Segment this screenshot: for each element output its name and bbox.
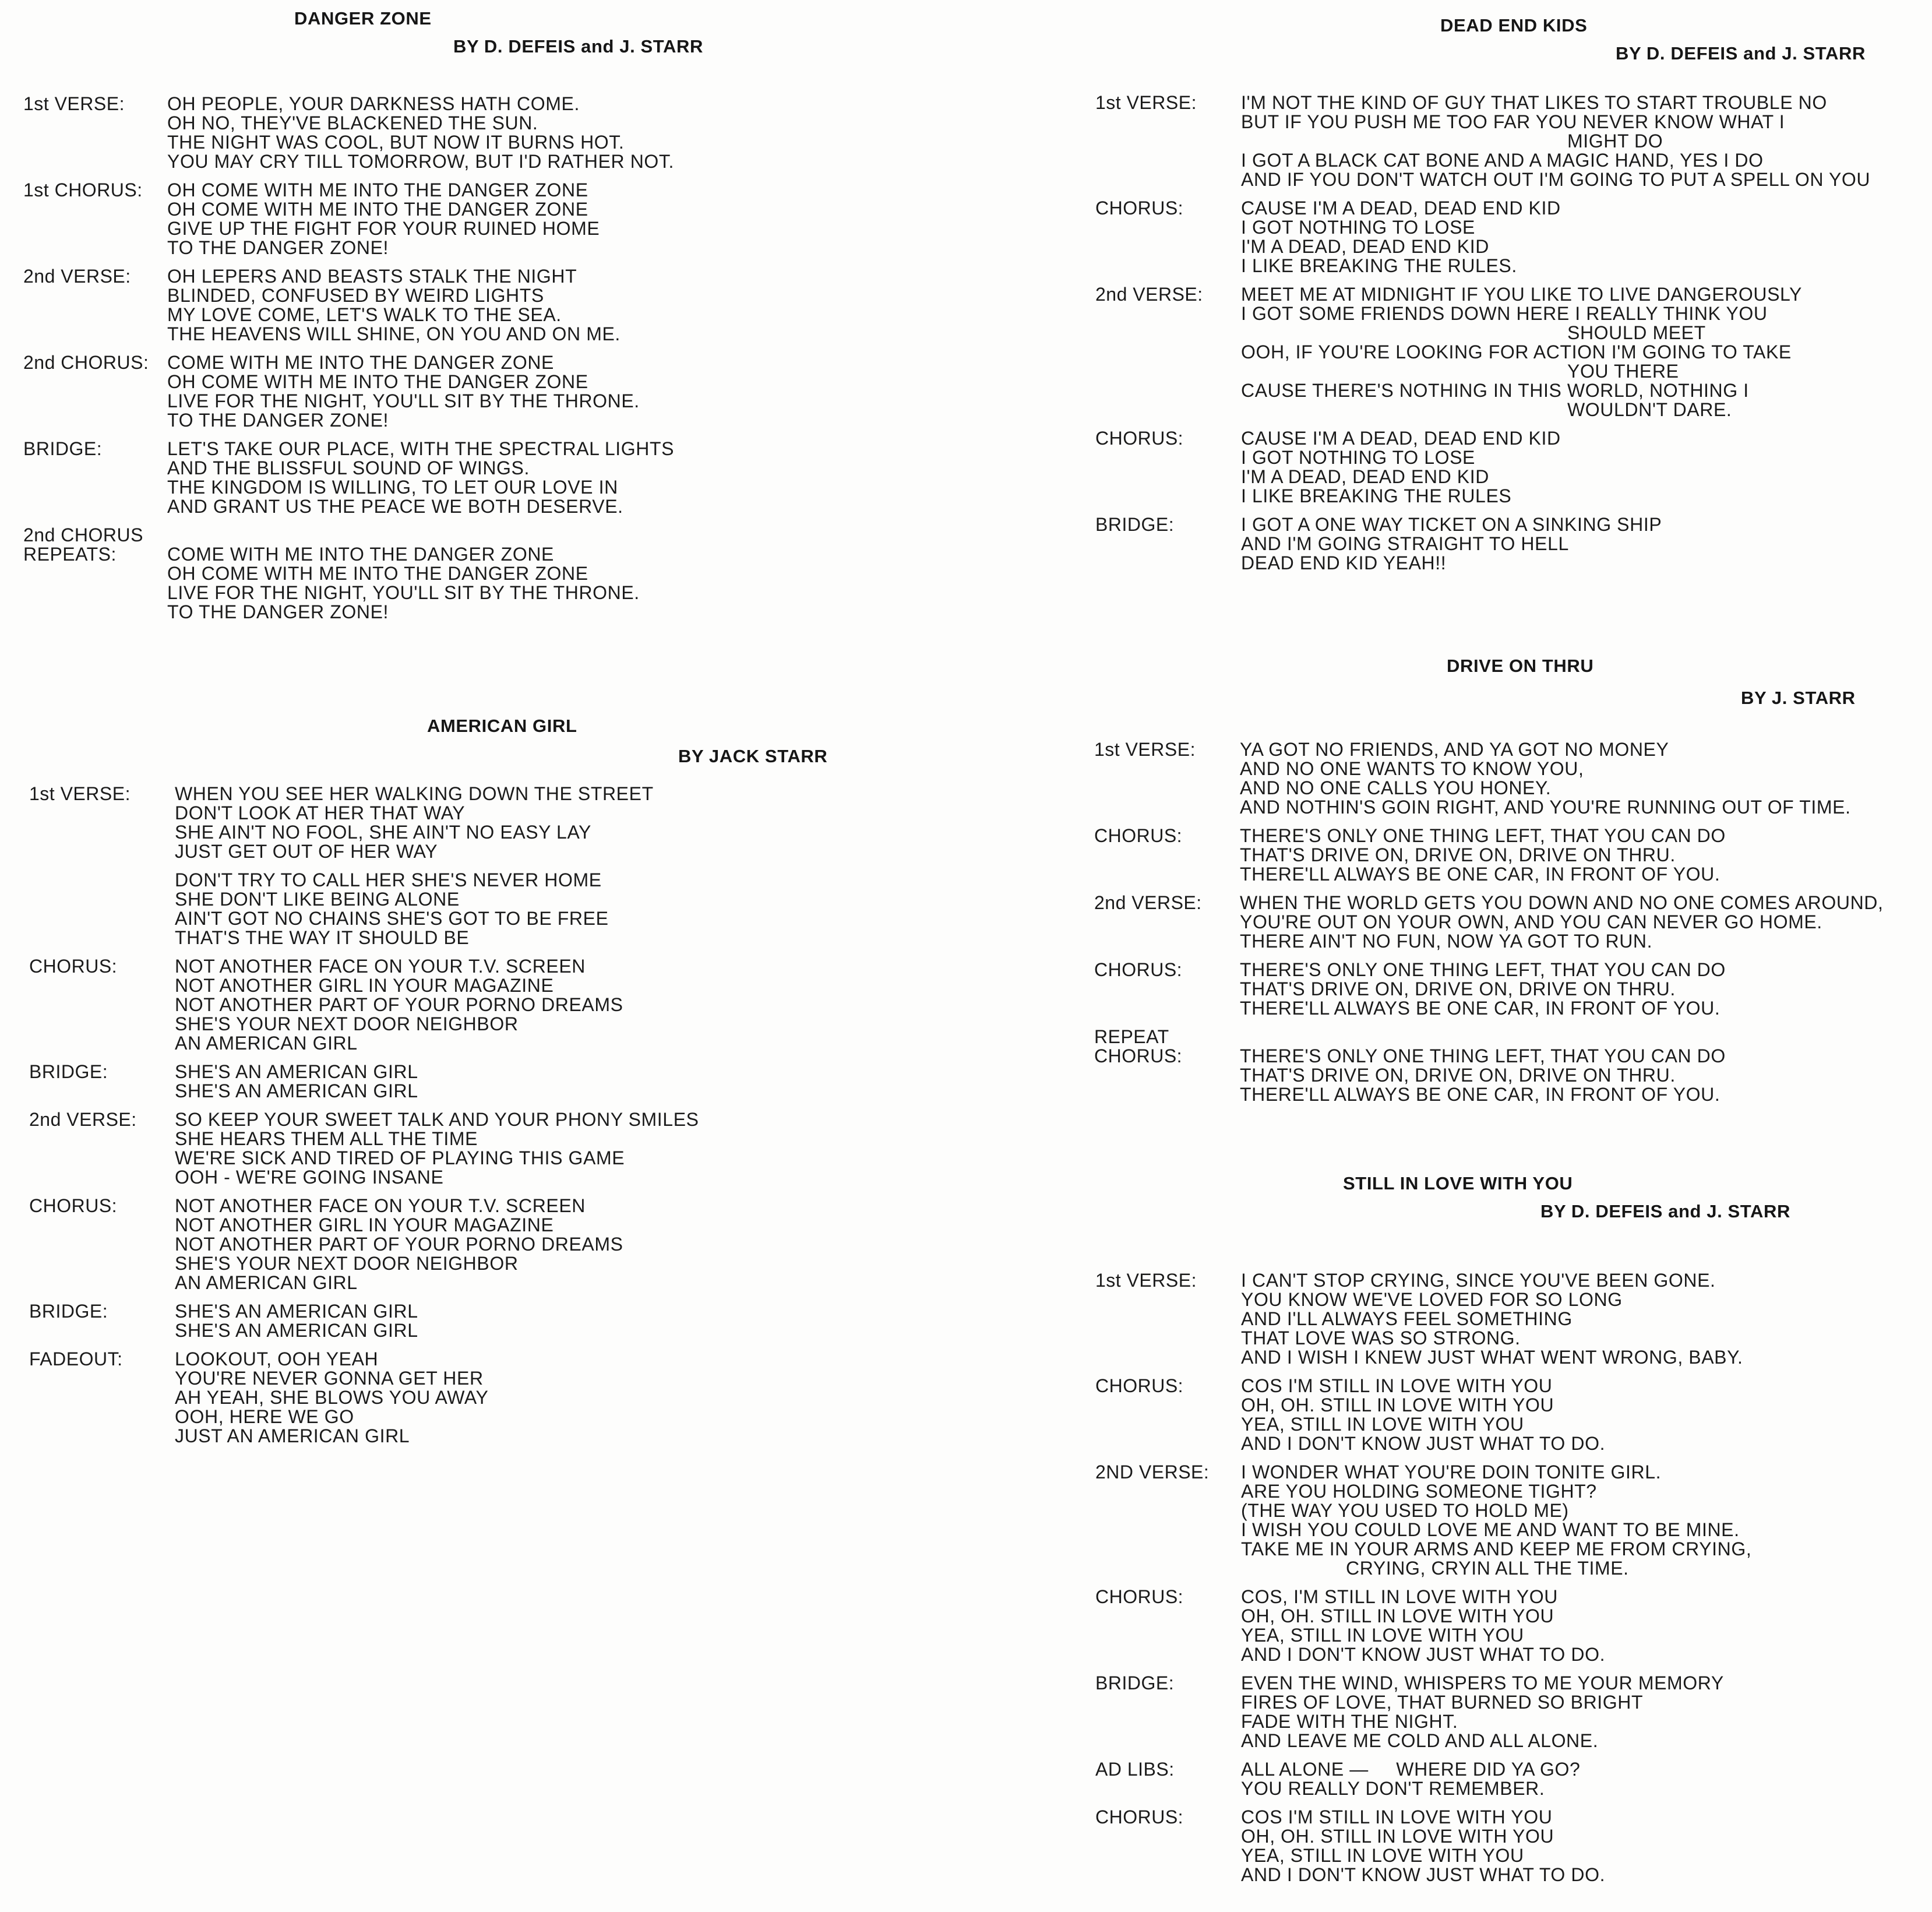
lyric-line: THAT'S DRIVE ON, DRIVE ON, DRIVE ON THRU. [1240,978,1676,999]
song-credit: BY D. DEFEIS and J. STARR [453,36,703,57]
section-lines [1241,1463,1751,1578]
lyric-line: SHE AIN'T NO FOOL, SHE AIN'T NO EASY LAY [175,822,591,843]
song-credit: BY J. STARR [1741,688,1856,708]
lyric-line: SHE'S AN AMERICAN GIRL [175,1080,418,1101]
section-lines [167,439,674,516]
section-label: 2nd CHORUS: [23,352,149,373]
lyric-line: THE HEAVENS WILL SHINE, ON YOU AND ON ME. [167,323,621,344]
lyric-line: TO THE DANGER ZONE! [167,410,389,431]
section-label: CHORUS: [29,956,118,977]
lyric-line: YOU KNOW WE'VE LOVED FOR SO LONG [1241,1289,1623,1310]
section-lines [1240,826,1726,884]
section-label: CHORUS: [1095,1375,1184,1396]
song-credit: BY JACK STARR [678,746,828,766]
section-lines [1241,93,1870,189]
song-title: DANGER ZONE [294,8,432,29]
lyric-line: SO KEEP YOUR SWEET TALK AND YOUR PHONY SMILES [175,1109,699,1130]
section-label: 2nd VERSE: [29,1109,137,1130]
lyric-line: YOU MAY CRY TILL TOMORROW, BUT I'D RATHER NOT. [167,151,675,172]
lyric-line: I'M A DEAD, DEAD END KID [1241,236,1489,257]
lyric-line: YEA, STILL IN LOVE WITH YOU [1241,1414,1524,1435]
lyric-line: NOT ANOTHER GIRL IN YOUR MAGAZINE [175,1214,554,1235]
lyric-line: AND NOTHIN'S GOIN RIGHT, AND YOU'RE RUNNING OUT OF TIME. [1240,797,1851,818]
section-label: CHORUS: [1094,825,1183,846]
lyric-line: MIGHT DO [1567,131,1663,152]
lyric-line: DON'T LOOK AT HER THAT WAY [175,802,466,823]
lyric-line: I'M A DEAD, DEAD END KID [1241,466,1489,487]
song-dead-end-kids [1084,0,1929,600]
lyric-line: THERE'LL ALWAYS BE ONE CAR, IN FRONT OF YOU. [1240,864,1721,885]
lyric-line: AN AMERICAN GIRL [175,1272,358,1293]
lyric-line: CAUSE I'M A DEAD, DEAD END KID [1241,198,1561,219]
lyric-line: YA GOT NO FRIENDS, AND YA GOT NO MONEY [1240,739,1669,760]
lyric-line: I LIKE BREAKING THE RULES [1241,485,1512,506]
section-label: CHORUS: [1095,428,1184,449]
lyric-line: THAT'S THE WAY IT SHOULD BE [175,927,470,948]
section-lines [1240,1047,1726,1104]
lyric-line: COME WITH ME INTO THE DANGER ZONE [167,352,554,373]
lyric-line: WE'RE SICK AND TIRED OF PLAYING THIS GAME [175,1147,625,1168]
lyric-line: I WONDER WHAT YOU'RE DOIN TONITE GIRL. [1241,1462,1662,1483]
lyric-line: AND IF YOU DON'T WATCH OUT I'M GOING TO PUT A SPELL ON YOU [1241,169,1871,190]
lyric-line: SHE'S YOUR NEXT DOOR NEIGHBOR [175,1013,519,1034]
lyric-line: TO THE DANGER ZONE! [167,601,389,622]
lyric-line: SHE'S AN AMERICAN GIRL [175,1301,418,1322]
section-lines [167,267,621,344]
song-title: STILL IN LOVE WITH YOU [1343,1173,1573,1193]
section-lines [167,94,674,171]
lyric-line: OH COME WITH ME INTO THE DANGER ZONE [167,371,588,392]
section-lines [167,353,640,430]
lyric-line: OOH, HERE WE GO [175,1406,354,1427]
lyric-line: I LIKE BREAKING THE RULES. [1241,255,1517,276]
lyric-line: DON'T TRY TO CALL HER SHE'S NEVER HOME [175,869,602,890]
section-label: FADEOUT: [29,1348,123,1369]
lyric-line: NOT ANOTHER FACE ON YOUR T.V. SCREEN [175,1195,586,1216]
section-label: CHORUS: [1095,198,1184,219]
lyric-line: AND I DON'T KNOW JUST WHAT TO DO. [1241,1864,1606,1885]
lyric-line: OH NO, THEY'VE BLACKENED THE SUN. [167,112,538,133]
section-lines [167,181,600,258]
song-credit: BY D. DEFEIS and J. STARR [1616,43,1866,64]
lyric-line: YEA, STILL IN LOVE WITH YOU [1241,1625,1524,1646]
lyric-line: AND I'M GOING STRAIGHT TO HELL [1241,533,1569,554]
lyric-line: OH, OH. STILL IN LOVE WITH YOU [1241,1395,1554,1415]
lyric-line: NOT ANOTHER GIRL IN YOUR MAGAZINE [175,975,554,996]
song-still-in-love-with-you [1084,1163,1929,1909]
lyric-line: JUST AN AMERICAN GIRL [175,1425,410,1446]
section-lines [1241,1587,1605,1664]
lyric-line: THERE'S ONLY ONE THING LEFT, THAT YOU CAN DO [1240,959,1726,980]
lyric-line: CRYING, CRYIN ALL THE TIME. [1346,1558,1629,1579]
lyric-line: OH, OH. STILL IN LOVE WITH YOU [1241,1605,1554,1626]
lyric-line: WHEN YOU SEE HER WALKING DOWN THE STREET [175,783,654,804]
section-label: BRIDGE: [29,1301,108,1322]
section-label: 1st VERSE: [1094,739,1196,760]
section-label: 1st VERSE: [23,93,125,114]
lyric-line: THERE'S ONLY ONE THING LEFT, THAT YOU CAN DO [1240,825,1726,846]
lyric-line: EVEN THE WIND, WHISPERS TO ME YOUR MEMORY [1241,1672,1724,1693]
lyric-line: OOH, IF YOU'RE LOOKING FOR ACTION I'M GOING TO TAKE [1241,341,1792,362]
section-lines [175,1350,488,1446]
section-lines [1241,1808,1605,1885]
lyric-line: SHE'S YOUR NEXT DOOR NEIGHBOR [175,1253,519,1274]
lyric-line: COS I'M STILL IN LOVE WITH YOU [1241,1807,1553,1828]
lyric-line: SHOULD MEET [1567,322,1706,343]
lyric-line: YOU'RE NEVER GONNA GET HER [175,1368,484,1389]
lyric-line: BUT IF YOU PUSH ME TOO FAR YOU NEVER KNOW WHAT I [1241,111,1785,132]
lyric-line: NOT ANOTHER FACE ON YOUR T.V. SCREEN [175,956,586,977]
section-lines [175,871,609,948]
section-label: BRIDGE: [1095,1672,1175,1693]
section-lines [1240,740,1851,817]
lyric-line: AIN'T GOT NO CHAINS SHE'S GOT TO BE FREE [175,908,609,929]
lyric-line: NOT ANOTHER PART OF YOUR PORNO DREAMS [175,994,623,1015]
lyric-line: SHE DON'T LIKE BEING ALONE [175,889,460,910]
lyric-line: TO THE DANGER ZONE! [167,237,389,258]
lyric-line: AND I'LL ALWAYS FEEL SOMETHING [1241,1308,1573,1329]
lyric-line: FIRES OF LOVE, THAT BURNED SO BRIGHT [1241,1692,1644,1713]
section-lines [1241,285,1802,420]
section-label: BRIDGE: [29,1061,108,1082]
section-label: 1st VERSE: [29,783,131,804]
lyric-line: THERE AIN'T NO FUN, NOW YA GOT TO RUN. [1240,931,1653,952]
lyric-line: YOU THERE [1567,361,1679,382]
lyric-line: AH YEAH, SHE BLOWS YOU AWAY [175,1387,489,1408]
section-label: BRIDGE: [1095,514,1175,535]
section-lines [1241,429,1561,506]
lyric-line: COME WITH ME INTO THE DANGER ZONE [167,544,554,565]
section-lines [175,1196,623,1293]
section-lines [1240,893,1884,951]
lyric-line: ALL ALONE — WHERE DID YA GO? [1241,1759,1581,1780]
lyric-line: COS I'M STILL IN LOVE WITH YOU [1241,1375,1553,1396]
section-label: REPEAT CHORUS: [1094,1026,1183,1066]
lyric-line: OH COME WITH ME INTO THE DANGER ZONE [167,199,588,220]
lyric-line: YOU'RE OUT ON YOUR OWN, AND YOU CAN NEVER GO HOME. [1240,911,1822,932]
section-lines [175,957,623,1053]
lyric-line: THAT'S DRIVE ON, DRIVE ON, DRIVE ON THRU. [1240,844,1676,865]
lyric-line: THERE'LL ALWAYS BE ONE CAR, IN FRONT OF YOU. [1240,998,1721,1019]
lyric-line: YOU REALLY DON'T REMEMBER. [1241,1778,1545,1799]
section-lines [175,1302,418,1340]
section-label: CHORUS: [29,1195,118,1216]
lyric-line: OH PEOPLE, YOUR DARKNESS HATH COME. [167,93,580,114]
lyric-line: MEET ME AT MIDNIGHT IF YOU LIKE TO LIVE DANGEROUSLY [1241,284,1802,305]
lyric-line: I'M NOT THE KIND OF GUY THAT LIKES TO START TROUBLE NO [1241,92,1827,113]
section-lines [1240,960,1726,1018]
section-label: CHORUS: [1095,1586,1184,1607]
lyric-line: I WISH YOU COULD LOVE ME AND WANT TO BE MINE. [1241,1519,1740,1540]
lyric-line: WHEN THE WORLD GETS YOU DOWN AND NO ONE COMES AROUND, [1240,892,1884,913]
lyric-line: OH LEPERS AND BEASTS STALK THE NIGHT [167,266,577,287]
lyric-line: AND LEAVE ME COLD AND ALL ALONE. [1241,1730,1599,1751]
lyric-line: AND I WISH I KNEW JUST WHAT WENT WRONG, BABY. [1241,1347,1743,1368]
lyric-line: AND I DON'T KNOW JUST WHAT TO DO. [1241,1644,1606,1665]
lyric-line: GIVE UP THE FIGHT FOR YOUR RUINED HOME [167,218,600,239]
lyric-line: TAKE ME IN YOUR ARMS AND KEEP ME FROM CRYING, [1241,1538,1752,1559]
lyric-line: I GOT A ONE WAY TICKET ON A SINKING SHIP [1241,514,1662,535]
lyric-line: CAUSE THERE'S NOTHING IN THIS WORLD, NOTHING I [1241,380,1749,401]
lyric-line: AN AMERICAN GIRL [175,1033,358,1054]
section-label: 2nd VERSE: [1095,284,1203,305]
lyric-line: DEAD END KID YEAH!! [1241,552,1447,573]
lyric-line: OH COME WITH ME INTO THE DANGER ZONE [167,563,588,584]
section-label: AD LIBS: [1095,1759,1175,1780]
section-label: 2nd VERSE: [1094,892,1202,913]
section-lines [175,784,654,861]
lyric-line: THE KINGDOM IS WILLING, TO LET OUR LOVE IN [167,477,618,498]
lyric-line: THE NIGHT WAS COOL, BUT NOW IT BURNS HOT. [167,132,625,153]
section-label: 2nd VERSE: [23,266,131,287]
lyric-line: I GOT NOTHING TO LOSE [1241,447,1476,468]
song-title: DEAD END KIDS [1440,15,1588,36]
section-label: 1st VERSE: [1095,92,1197,113]
lyric-line: I GOT SOME FRIENDS DOWN HERE I REALLY THINK YOU [1241,303,1768,324]
lyric-line: THAT LOVE WAS SO STRONG. [1241,1328,1521,1348]
lyric-line: (THE WAY YOU USED TO HOLD ME) [1241,1500,1569,1521]
lyric-line: NOT ANOTHER PART OF YOUR PORNO DREAMS [175,1234,623,1255]
lyric-line: THAT'S DRIVE ON, DRIVE ON, DRIVE ON THRU. [1240,1065,1676,1086]
song-title: AMERICAN GIRL [427,716,577,736]
lyric-line: I GOT NOTHING TO LOSE [1241,217,1476,238]
lyric-line: LIVE FOR THE NIGHT, YOU'LL SIT BY THE THRONE. [167,390,640,411]
lyric-line: AND NO ONE WANTS TO KNOW YOU, [1240,758,1584,779]
lyric-line: SHE'S AN AMERICAN GIRL [175,1061,418,1082]
section-lines [1241,1271,1743,1367]
section-lines [175,1110,699,1187]
section-lines [167,545,640,622]
song-danger-zone [0,0,932,641]
lyric-line: SHE HEARS THEM ALL THE TIME [175,1128,478,1149]
song-drive-on-thru [1084,647,1929,1125]
lyric-line: AND I DON'T KNOW JUST WHAT TO DO. [1241,1433,1606,1454]
section-label: 1st VERSE: [1095,1270,1197,1291]
section-lines [175,1062,418,1101]
song-credit: BY D. DEFEIS and J. STARR [1540,1201,1790,1221]
lyric-line: BLINDED, CONFUSED BY WEIRD LIGHTS [167,285,544,306]
section-label: CHORUS: [1094,959,1183,980]
section-label: 2nd CHORUS REPEATS: [23,524,143,565]
section-label: CHORUS: [1095,1807,1184,1828]
section-lines [1241,515,1662,573]
section-label: 2ND VERSE: [1095,1462,1210,1483]
lyric-line: CAUSE I'M A DEAD, DEAD END KID [1241,428,1561,449]
lyric-line: MY LOVE COME, LET'S WALK TO THE SEA. [167,304,562,325]
lyric-line: OH, OH. STILL IN LOVE WITH YOU [1241,1826,1554,1847]
section-lines [1241,1760,1580,1798]
lyric-line: LOOKOUT, OOH YEAH [175,1348,379,1369]
lyric-line: LET'S TAKE OUR PLACE, WITH THE SPECTRAL LIGHTS [167,438,675,459]
lyric-line: COS, I'M STILL IN LOVE WITH YOU [1241,1586,1558,1607]
song-american-girl [0,705,932,1463]
lyric-line: SHE'S AN AMERICAN GIRL [175,1320,418,1341]
lyric-line: ARE YOU HOLDING SOMEONE TIGHT? [1241,1481,1597,1502]
lyric-line: AND GRANT US THE PEACE WE BOTH DESERVE. [167,496,623,517]
lyric-line: AND NO ONE CALLS YOU HONEY. [1240,777,1552,798]
lyric-line: THERE'S ONLY ONE THING LEFT, THAT YOU CAN DO [1240,1045,1726,1066]
lyric-line: I CAN'T STOP CRYING, SINCE YOU'VE BEEN GONE. [1241,1270,1716,1291]
lyric-line: THERE'LL ALWAYS BE ONE CAR, IN FRONT OF YOU. [1240,1084,1721,1105]
section-lines [1241,1376,1605,1453]
song-title: DRIVE ON THRU [1447,656,1594,676]
lyric-line: WOULDN'T DARE. [1567,399,1732,420]
section-label: 1st CHORUS: [23,179,143,200]
lyric-line: I GOT A BLACK CAT BONE AND A MAGIC HAND, YES I DO [1241,150,1764,171]
lyric-line: LIVE FOR THE NIGHT, YOU'LL SIT BY THE THRONE. [167,582,640,603]
section-lines [1241,199,1561,276]
section-label: BRIDGE: [23,438,103,459]
lyric-line: FADE WITH THE NIGHT. [1241,1711,1458,1732]
lyric-line: JUST GET OUT OF HER WAY [175,841,438,862]
lyric-line: YEA, STILL IN LOVE WITH YOU [1241,1845,1524,1866]
lyric-line: OOH - WE'RE GOING INSANE [175,1167,444,1188]
lyric-line: OH COME WITH ME INTO THE DANGER ZONE [167,179,588,200]
section-lines [1241,1674,1724,1751]
lyric-line: AND THE BLISSFUL SOUND OF WINGS. [167,457,530,478]
